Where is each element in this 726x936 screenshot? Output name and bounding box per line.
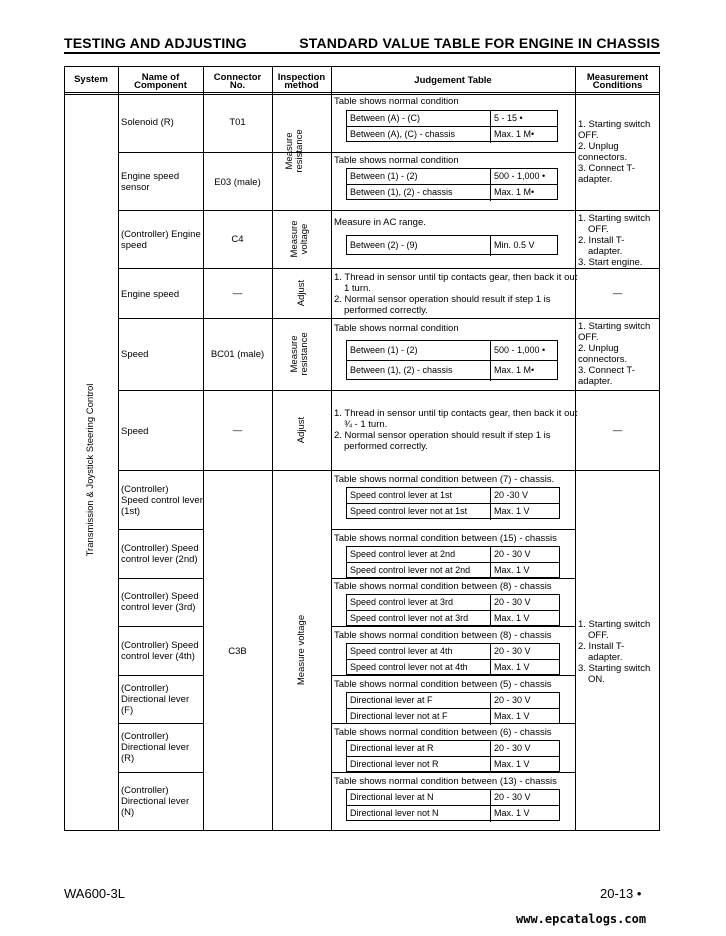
judgement-intro: Table shows normal condition between (13) - chassis [334, 776, 557, 787]
table-cell: 20 -30 V [494, 490, 529, 500]
system-label: Transmission & Joystick Steering Control [85, 383, 96, 557]
connector-no: — [232, 288, 243, 299]
measurement-conditions: 1. Starting switch OFF. 2. Unplug connectors. 3. Connect T- adapter. [578, 321, 651, 387]
row-rule [118, 626, 203, 627]
component-name: (Controller) Speed control lever (3rd) [121, 591, 199, 613]
judgement-intro: Table shows normal condition between (6) - chassis [334, 727, 552, 738]
judgement-intro: Table shows normal condition between (7) - chassis. [334, 474, 555, 485]
component-name: (Controller) Speed control lever (2nd) [121, 543, 199, 565]
table-cell: Speed control lever at 2nd [350, 549, 456, 559]
judgement-intro: Table shows normal condition between (8) - chassis [334, 630, 552, 641]
connector-no: E03 (male) [214, 177, 261, 188]
judgement-intro: Table shows normal condition [334, 155, 459, 166]
judgement-table [346, 643, 560, 675]
connector-no: BC01 (male) [210, 349, 265, 360]
table-cell: Max. 1 M• [494, 187, 535, 197]
model-number: WA600-3L [64, 886, 125, 901]
judgement-table [346, 168, 558, 200]
inspection-method: Adjust [296, 279, 307, 307]
table-cell: Speed control lever not at 4th [350, 662, 468, 672]
component-name: Speed [121, 349, 149, 360]
table-cell: 20 - 30 V [494, 646, 531, 656]
table-cell: Speed control lever at 1st [350, 490, 453, 500]
col-header-judgement: Judgement Table [414, 75, 492, 86]
judgement-table [346, 487, 560, 519]
table-cell: Between (1), (2) - chassis [350, 365, 453, 375]
col-header-name-1: Name of [141, 72, 180, 83]
page-number: 20-13 • [600, 886, 642, 901]
judgement-table [346, 692, 560, 724]
judgement-text: 1. Thread in sensor until tip contacts gear, then back it out 1 turn. 2. Normal sensor operation should result if step 1 is performed correctly. [334, 272, 578, 316]
judgement-intro: Measure in AC range. [334, 217, 426, 228]
col-header-inspection-1: Inspection [277, 72, 326, 83]
col-header-connector-2: No. [229, 80, 246, 91]
measurement-conditions: — [612, 288, 623, 299]
table-cell: Directional lever not N [350, 808, 439, 818]
component-name: (Controller) Speed control lever (4th) [121, 640, 199, 662]
row-rule [118, 470, 660, 471]
judgement-table [346, 340, 558, 380]
component-name: (Controller) Directional lever (R) [121, 731, 190, 764]
table-cell: Directional lever at N [350, 792, 434, 802]
row-rule [118, 268, 660, 269]
section-title: TESTING AND ADJUSTING [64, 35, 247, 51]
judgement-table [346, 546, 560, 578]
connector-no: T01 [229, 117, 246, 128]
judgement-table [346, 110, 558, 142]
table-cell: Speed control lever not at 3rd [350, 613, 469, 623]
judgement-text: 1. Thread in sensor until tip contacts gear, then back it out ¾ - 1 turn. 2. Normal sensor operation should result if step 1 is performed correctly. [334, 408, 578, 452]
row-rule [118, 578, 203, 579]
table-cell: 5 - 15 • [494, 113, 523, 123]
col-header-connector-1: Connector [213, 72, 262, 83]
col-header-measurement-2: Conditions [592, 80, 643, 91]
row-rule [118, 675, 203, 676]
component-name: (Controller) Speed control lever (1st) [121, 484, 203, 517]
table-cell: Between (A), (C) - chassis [350, 129, 456, 139]
table-cell: 20 - 30 V [494, 743, 531, 753]
judgement-intro: Table shows normal condition [334, 96, 459, 107]
inspection-method: Adjust [296, 416, 307, 444]
row-rule [118, 210, 660, 211]
measurement-conditions: 1. Starting switch OFF. 2. Unplug connectors. 3. Connect T- adapter. [578, 119, 651, 185]
table-cell: Max. 1 V [494, 711, 530, 721]
judgement-table [346, 789, 560, 821]
table-cell: 20 - 30 V [494, 597, 531, 607]
table-cell: Max. 1 V [494, 506, 530, 516]
table-cell: 500 - 1,000 • [494, 345, 546, 355]
judgement-table [346, 740, 560, 772]
measurement-conditions: — [612, 425, 623, 436]
row-rule [331, 529, 575, 530]
col-divider [331, 66, 332, 831]
connector-no: — [232, 425, 243, 436]
component-name: (Controller) Directional lever (N) [121, 785, 190, 818]
inspection-method: Measure resistance [289, 332, 310, 376]
component-name: (Controller) Directional lever (F) [121, 683, 190, 716]
table-cell: Speed control lever at 4th [350, 646, 453, 656]
table-title: STANDARD VALUE TABLE FOR ENGINE IN CHASSIS [299, 35, 660, 51]
row-rule [118, 529, 203, 530]
col-header-system: System [74, 74, 108, 85]
table-cell: Between (1), (2) - chassis [350, 187, 453, 197]
judgement-intro: Table shows normal condition [334, 323, 459, 334]
row-rule [118, 318, 660, 319]
table-cell: Between (A) - (C) [350, 113, 421, 123]
col-divider [118, 66, 119, 831]
measurement-conditions: 1. Starting switch OFF. 2. Install T- adapter. 3. Starting switch ON. [578, 619, 651, 685]
component-name: (Controller) Engine speed [121, 229, 201, 251]
table-cell: Directional lever not R [350, 759, 439, 769]
table-cell: Between (1) - (2) [350, 345, 418, 355]
table-cell: 20 - 30 V [494, 695, 531, 705]
table-cell: 20 - 30 V [494, 549, 531, 559]
table-cell: Speed control lever at 3rd [350, 597, 454, 607]
connector-no: C3B [228, 646, 247, 657]
col-header-name-2: Component [134, 80, 187, 91]
component-name: Speed [121, 426, 149, 437]
table-cell: Between (2) - (9) [350, 240, 418, 250]
row-rule [118, 152, 575, 153]
col-header-inspection-2: method [284, 80, 319, 91]
judgement-intro: Table shows normal condition between (15) - chassis [334, 533, 557, 544]
table-cell: 500 - 1,000 • [494, 171, 546, 181]
table-cell: Max. 1 V [494, 662, 530, 672]
table-cell: Max. 1 M• [494, 365, 535, 375]
component-name: Engine speed [121, 289, 180, 300]
inspection-method: Measure voltage [289, 220, 310, 258]
row-rule [118, 772, 203, 773]
table-cell: Max. 1 V [494, 565, 530, 575]
table-cell: Min. 0.5 V [494, 240, 535, 250]
table-cell: Directional lever at F [350, 695, 433, 705]
component-name: Solenoid (R) [121, 117, 174, 128]
col-header-measurement-1: Measurement [586, 72, 649, 83]
table-cell: Max. 1 M• [494, 129, 535, 139]
row-rule [118, 723, 203, 724]
table-cell: Max. 1 V [494, 613, 530, 623]
col-divider [272, 66, 273, 831]
table-cell: Speed control lever not at 1st [350, 506, 468, 516]
table-cell: Directional lever at R [350, 743, 434, 753]
watermark: www.epcatalogs.com [516, 912, 647, 926]
table-cell: Speed control lever not at 2nd [350, 565, 471, 575]
measurement-conditions: 1. Starting switch OFF. 2. Install T- adapter. 3. Start engine. [578, 213, 651, 268]
inspection-method: Measure voltage [296, 614, 307, 686]
table-cell: Max. 1 V [494, 759, 530, 769]
judgement-intro: Table shows normal condition between (5) - chassis [334, 679, 552, 690]
judgement-intro: Table shows normal condition between (8) - chassis [334, 581, 552, 592]
table-cell: Directional lever not at F [350, 711, 448, 721]
table-cell: Max. 1 V [494, 808, 530, 818]
inspection-method: Measure resistance [284, 129, 305, 173]
judgement-table [346, 594, 560, 626]
page-header [64, 34, 660, 54]
table-cell: 20 - 30 V [494, 792, 531, 802]
connector-no: C4 [231, 234, 244, 245]
judgement-table [346, 235, 558, 255]
table-cell: Between (1) - (2) [350, 171, 418, 181]
header-rule [64, 94, 660, 95]
header-rule [64, 92, 660, 93]
row-rule [118, 390, 660, 391]
component-name: Engine speed sensor [121, 171, 180, 193]
